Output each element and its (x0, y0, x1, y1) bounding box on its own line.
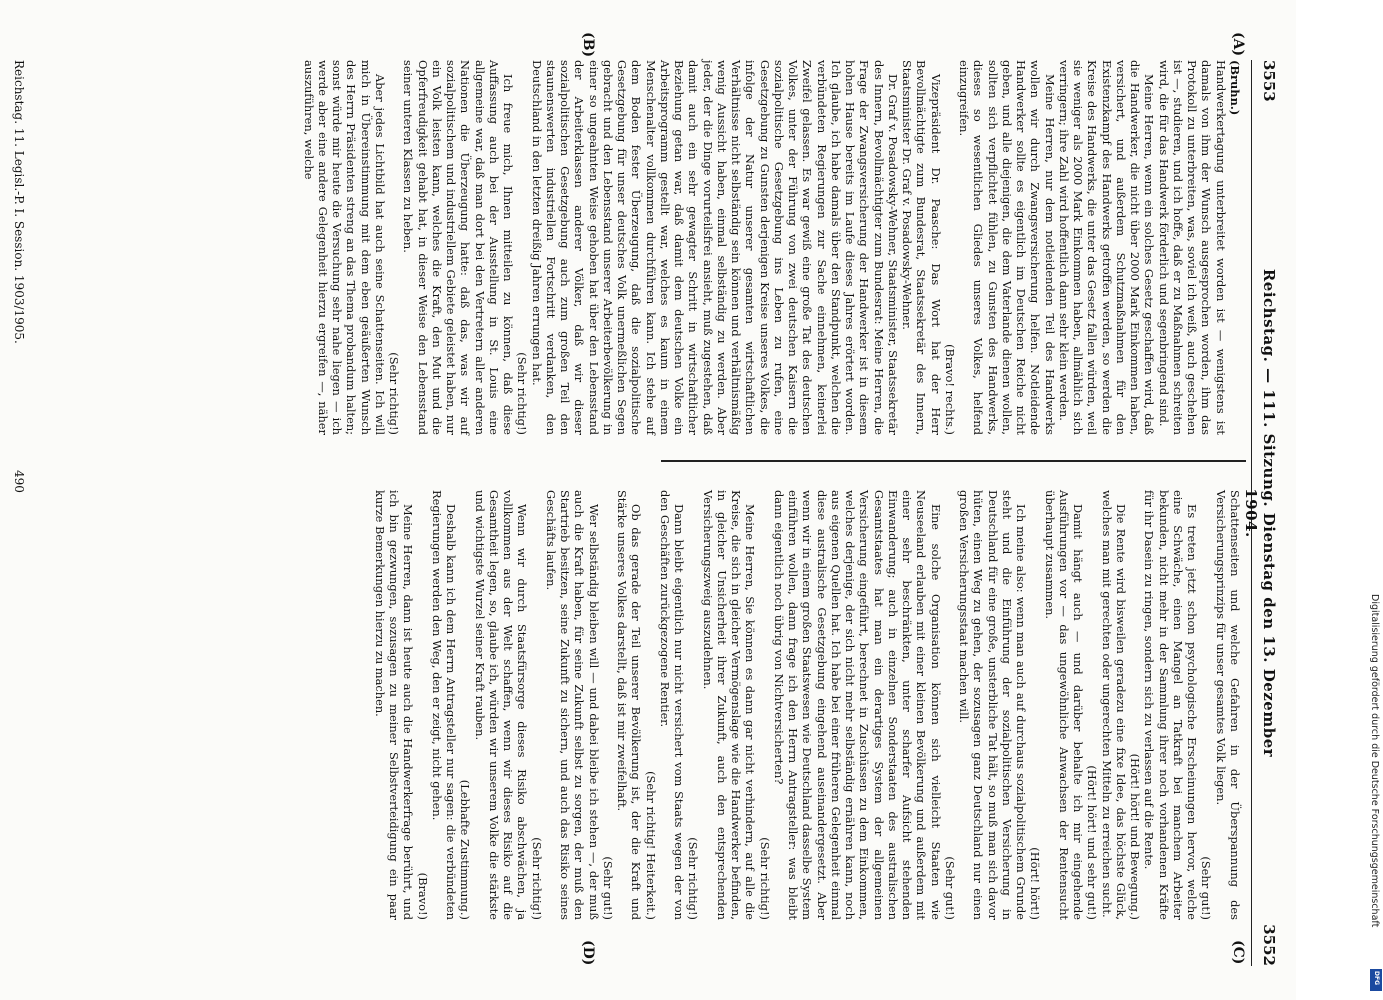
paragraph: Ob das gerade der Teil unserer Bevölkerung ist, der die Kraft und Stärke unseres Volkes darstellt, daß ist mir zweifelhaft. (615, 490, 644, 920)
interjection: (Hört! hört! und Bewegung.) (1128, 753, 1143, 920)
paragraph: Es treten jetzt schon psychologische Erscheinungen hervor, welche eine Schwäche, einen Mangel an Tatkraft bei manchem Arbeiter bekunden, nicht mehr in der Sammlung ihrer noch vorhandenen Kräfte für ihr Dasein zu ringen, sondern sich zu verlassen auf die Rente. (1142, 490, 1200, 920)
page-number-right: 3552 (1260, 924, 1278, 966)
paragraph: Dr. Graf v. Posadowsky-Wehner, Staatsminister, Staatssekretär des Innern, Bevollmächtigter zum Bundesrat: Meine Herren, die Frage der Zwangsversicherung der Handwerker ist in diesem hohen Hause bereits im Laufe dieses Jahres erörtert worden. Ich glaube, ich habe damals über den Standpunkt, welchen die verbündeten Regierungen zur Sache einnehmen, keinerlei Zweifel gelassen. Es war gewiß eine große Tat des deutschen Volkes, unter der Führung von zwei deutschen Kaisern die sozialpolitische Gesetzgebung ins Leben zu rufen, eine Gesetzgebung zu Gunsten derjenigen Kreise unseres Volkes, die infolge der Natur unserer gesamten wirtschaftlichen Verhältnisse nicht selbständig sein können und verhältnismäßig wenig Aussicht haben, einmal selbständig zu werden. Aber jeder, der die Dinge vorurteilsfrei ansieht, muß zugestehen, daß damit auch ein sehr gewagter Schritt in wirtschaftlicher Beziehung getan war, daß damit dem deutschen Volke ein Arbeitsprogramm gestellt war, welches es kaum in einem Menschenalter vollkommen durchführen kann. Ich stehe auf dem Boden fester Überzeugung, daß die sozialpolitische Gesetzgebung für unser deutsches Volk unermeßlichen Segen gebracht und den Lebensstand unserer Arbeiterbevölkerung in einer so ungeahnten Weise gehoben hat über den Lebensstand der Arbeiterklassen anderer Völker, daß wir dieser sozialpolitischen Gesetzgebung auch zum großen Teil den staunenswerten industriellen Fortschritt verdanken, den Deutschland in den letzten dreißig Jahren errungen hat. (529, 60, 900, 435)
interjection: (Sehr richtig!) (387, 352, 402, 435)
interjection: (Bravo! rechts.) (943, 344, 957, 435)
page-number-left: 3553 (1260, 60, 1278, 102)
paragraph: Wenn wir durch Staatsfürsorge dieses Risiko abschwächen, ja vollkommen aus der Welt schaffen, wenn wir dieses Risiko auf die Gesamtheit legen, so, glaube ich, würden wir unserem Volke die stärkste und wichtigste Wurzel seiner Kraft rauben. (472, 490, 530, 920)
paragraph: Dann bleibt eigentlich nur nicht versichert vom Staats wegen der von den Geschäften zurückgezogene Rentier. (658, 490, 687, 920)
paragraph: Meine Herren, wenn ein solches Gesetz geschaffen wird, daß die Handwerker, die nicht über 2000 Mark Einkommen haben, versichert, und außerdem Schutzmaßnahmen für den Existenzkampf des Handwerks getroffen werden, so werden die Kreise des Handwerks, die unter das Gesetz fallen würden, weil sie weniger als 2000 Mark Einkommen haben, allmählich sich verringern; ihre Zahl wird hoffentlich dann sehr klein werden. (1057, 60, 1157, 435)
interjection: (Bravo!) (415, 872, 430, 920)
running-title: Reichstag. — 111. Sitzung. Dienstag den 13. Dezember 1904. (1242, 268, 1278, 758)
paragraph: Vizepräsident Dr. Paasche: Das Wort hat der Herr Bevollmächtigte zum Bundesrat, Staatssekretär des Innern, Staatsminister Dr. Graf v. Posadowsky-Wehner. (900, 60, 943, 435)
page-header (1242, 60, 1282, 966)
left-column (302, 60, 1243, 435)
funding-credit (1370, 594, 1380, 994)
paragraph: Deshalb kann ich dem Herrn Antragsteller nur sagen: die verbündeten Regierungen werden den Weg, den er zeigt, nicht gehen. (430, 490, 459, 920)
paragraph: Ich freue mich, Ihnen mitteilen zu können, daß diese Auffassung auch bei der Ausstellung in St. Louis eine allgemeine war, daß man dort bei den Vertretern aller anderen Nationen die Überzeugung hatte: daß das, was wir auf sozialpolitischem und industriellem Gebiete geleistet haben, nur ein Volk leisten kann, welches die Kraft, den Mut und die Opferfreudigkeit gehabt hat, in dieser Weise den Lebensstand seiner unteren Klassen zu heben. (401, 60, 516, 435)
interjection: (Sehr gut!) (943, 856, 957, 920)
paragraph: Meine Herren, nur dem notleidenden Teil des Handwerks wollen wir durch Zwangsversicherung helfen. Notleidende Handwerker sollte es eigentlich im Deutschen Reiche nicht geben, und alle diejenigen, die dem Vaterlande dienen wollen, sollten sich verpflichtet fühlen, zu Gunsten des Handwerks, dieses so wesentlichen Gliedes unseres Volkes, helfend einzugreifen. (957, 60, 1057, 435)
interjection: (Sehr richtig!) (686, 837, 701, 920)
dfg-logo: DFG (1370, 969, 1382, 991)
paragraph: Die Rente wird bisweilen geradezu eine fixe Idee, das höchste Glück, welches man mit gerechten oder ungerechten Mitteln zu erreichen sucht. (1099, 490, 1128, 920)
footer-page-number: 490 (12, 470, 26, 493)
margin-marker-b: (B) (580, 32, 596, 58)
column-divider (661, 460, 1246, 462)
interjection: (Sehr richtig!) (529, 837, 544, 920)
funding-credit-text: Digitalisierung gefördert durch die Deutsche Forschungsgemeinschaft (1369, 594, 1380, 928)
margin-marker-a: (A) (1230, 32, 1246, 57)
paragraph: Meine Herren, Sie können es dann gar nicht verhindern, auf alle die Kreise, die sich in gleicher Vermögenslage wie die Handwerker befinden, in gleicher Unsicherheit ihrer Zukunft, auch den entsprechenden Versicherungszweig auszudehnen. (700, 490, 758, 920)
interjection: (Hört! hört!) (1028, 847, 1043, 920)
paragraph: Wer selbständig bleiben will — und dabei bleibe ich stehen —, der muß auch die Kraft haben, für seine Zukunft selbst zu sorgen, der muß den Startrieb besitzen, seine Zukunft zu sichern, und auch das Risiko seines Geschäfts laufen. (544, 490, 601, 920)
interjection: (Sehr richtig!) (757, 837, 772, 920)
paragraph: Meine Herren, dann ist heute auch die Handwerkerfrage berührt, und ich bin gezwungen, sozusagen zu meiner Selbstverteidigung ein paar kurze Bemerkungen hierzu zu machen. (373, 490, 416, 920)
paragraph: Damit hängt auch — und darüber behalte ich mir eingehende Ausführungen vor — das ungewöhnliche Anwachsen der Rentensucht überhaupt zusammen. (1042, 490, 1086, 920)
paragraph: Aber jedes Lichtbild hat auch seine Schattenseiten. Ich will mich in Übereinstimmung mit dem eben geäußerten Wunsch des Herrn Präsidenten streng an das Thema probandum halten; sonst würde mir heute die Versuchung sehr nahe liegen — ich werde aber eine andere Gelegenheit hierzu ergreifen —, näher auszuführen, welche (301, 60, 387, 435)
speaker-tag: (Bruhn.) (1228, 60, 1242, 116)
paragraph: Eine solche Organisation können sich vielleicht Staaten wie Neuseeland erlauben mit einer kleinen Bevölkerung und außerdem mit einer sehr beschränkten, unter scharfer Aufsicht stehenden Einwanderung; auch in einzelnen Sonderstaaten des australischen Gesamtstaates hat man ein derartiges System der allgemeinen Versicherung eingeführt, berechnet in Zuschüssen zu dem Einkommen, welches derjenige, der sich nicht mehr selbständig ernähren kann, noch aus eigenen Quellen hat. Ich habe bei einer früheren Gelegenheit einmal diese australische Gesetzgebung eingehend auseinandergesetzt. Aber wenn wir in einem großen Staatswesen wie Deutschland dasselbe System einführen wollen, dann frage ich den Herrn Antragsteller: was bleibt dann eigentlich noch übrig von Nichtversicherten? (772, 490, 943, 920)
interjection: (Lebhafte Zustimmung.) (458, 779, 473, 920)
interjection: (Sehr richtig!) (515, 352, 530, 435)
interjection: (Sehr richtig! Heiterkeit.) (643, 771, 658, 920)
footer-session: Reichstag. 11. Legisl.-P. I. Session. 1903/1905. (12, 60, 26, 344)
paragraph: Handwerkertagung unterbreitet worden ist — wenigstens ist damals von ihm der Wunsch ausgesprochen worden, ihm das Protokoll zu unterbreiten, was, soviel ich weiß, auch geschehen ist —, studieren, und ich hoffe, daß er zu Maßnahmen schreiten wird, die für das Handwerk förderlich und segenbringend sind. (1156, 60, 1228, 435)
margin-marker-c: (C) (1230, 940, 1246, 965)
margin-marker-d: (D) (580, 940, 596, 966)
interjection: (Sehr gut!) (1199, 856, 1214, 920)
paragraph: Ich meine also: wenn man auch auf durchaus sozialpolitischem Grunde steht und die Einführung der sozialpolitischen Versicherung in Deutschland für eine große, unsterbliche Tat hält, so muß man sich davor hüten, einen Weg zu gehen, der sozusagen ganz Deutschland nur einen großen Versicherungsstaat machen will. (957, 490, 1029, 920)
paragraph: Schattenseiten und welche Gefahren in der Überspannung des Versicherungsprinzips für unser gesamtes Volk liegen. (1213, 490, 1242, 920)
right-column (373, 490, 1242, 920)
interjection: (Sehr gut!) (601, 856, 615, 920)
interjection: (Hört! hört! und sehr gut!) (1085, 765, 1100, 920)
